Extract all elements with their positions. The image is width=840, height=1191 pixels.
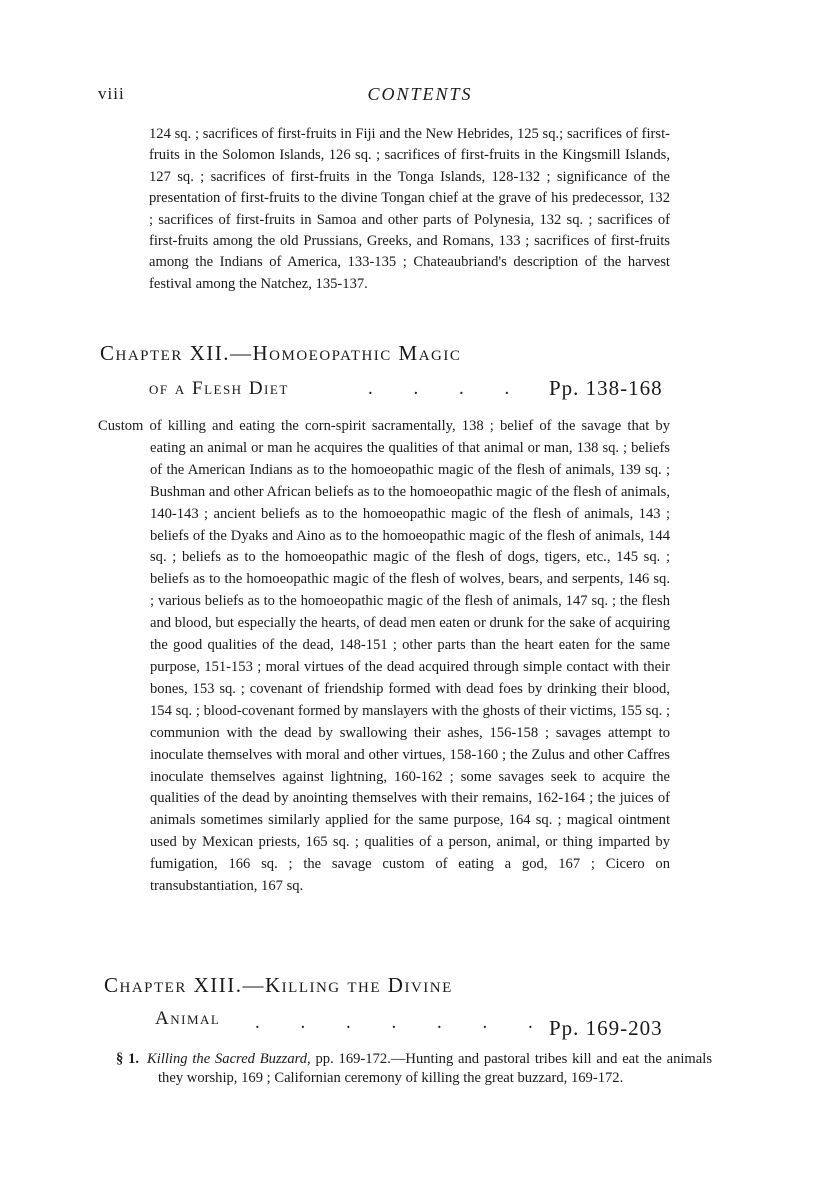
chapter-12-dots: . . . . . xyxy=(368,378,573,399)
section-mark: § 1. xyxy=(116,1051,140,1067)
section-title: Killing the Sacred Buzzard, xyxy=(147,1051,311,1067)
running-title: CONTENTS xyxy=(367,84,473,104)
chapter-13-pages: Pp. 169-203 xyxy=(549,1016,663,1040)
chapter-13-section-1 xyxy=(116,1050,712,1088)
section-body: pp. 169-172.—Hunting and pastoral tribes kill and eat the animals they worship, 169 ; Californian ceremony of killing the great buzzard, 169-172. xyxy=(158,1051,712,1086)
chapter-13-dots: . . . . . . . xyxy=(255,1012,551,1033)
chapter-13-title: Chapter XIII.—Killing the Divine xyxy=(104,973,453,997)
chapter-12-subtitle: of a Flesh Diet xyxy=(149,378,289,399)
page-number: viii xyxy=(98,84,125,103)
chapter-12-title: Chapter XII.—Homoeopathic Magic xyxy=(100,341,462,365)
chapter-12-pages: Pp. 138-168 xyxy=(549,376,663,400)
chapter-12-summary: Custom of killing and eating the corn-spirit sacramentally, 138 ; belief of the savage that by eating an animal or man he acquires the qualities of that animal or man, 138 sq. ; beliefs of the American Indians as to the homoeopathic magic of the flesh of animals, 139 sq. ; Bushman and other African beliefs as to the homoeopathic magic of the flesh of animals, 140-143 ; ancient beliefs as to the homoeopathic magic of the flesh of animals, 143 ; beliefs of the Dyaks and Aino as to the homoeopathic magic of the flesh of animals, 144 sq. ; beliefs as to the homoeopathic magic of the flesh of dogs, tigers, etc., 145 sq. ; beliefs as to the homoeopathic magic of the flesh of wolves, bears, and serpents, 146 sq. ; various beliefs as to the homoeopathic magic of the flesh of animals, 147 sq. ; the flesh and blood, but especially the hearts, of dead men eaten or drunk for the sake of acquiring the good qualities of the dead, 148-151 ; other parts than the heart eaten for the same purpose, 151-153 ; moral virtues of the dead acquired through simple contact with their bones, 153 sq. ; covenant of friendship formed with dead foes by drinking their blood, 154 sq. ; blood-covenant formed by manslayers with the ghosts of their victims, 155 sq. ; communion with the dead by swallowing their ashes, 156-158 ; savages attempt to inoculate themselves with moral and other virtues, 158-160 ; the Zulus and other Caffres inoculate themselves against lightning, 160-162 ; some savages seek to acquire the qualities of the dead by anointing themselves with their remains, 162-164 ; the juices of animals sometimes similarly applied for the same purpose, 164 sq. ; magical ointment used by Mexican priests, 165 sq. ; qualities of a person, animal, or thing imparted by fumigation, 166 sq. ; the savage custom of eating a god, 167 ; Cicero on transubstantiation, 167 sq. xyxy=(98,418,670,895)
continuation-paragraph: 124 sq. ; sacrifices of first-fruits in Fiji and the New Hebrides, 125 sq.; sacrifices of first-fruits in the Solomon Islands, 126 sq. ; sacrifices of first-fruits in the Kingsmill Islands, 127 sq. ; sacrifices of first-fruits in the Tonga Islands, 128-132 ; significance of the presentation of first-fruits to the divine Tongan chief at the grave of his predecessor, 132 ; sacrifices of first-fruits in Samoa and other parts of Polynesia, 132 sq. ; sacrifices of first-fruits among the old Prussians, Greeks, and Romans, 133 ; sacrifices of first-fruits among the Indians of America, 133-135 ; Chateaubriand's description of the harvest festival among the Natchez, 135-137. xyxy=(149,126,670,292)
chapter-13-subtitle: Animal xyxy=(155,1008,221,1029)
